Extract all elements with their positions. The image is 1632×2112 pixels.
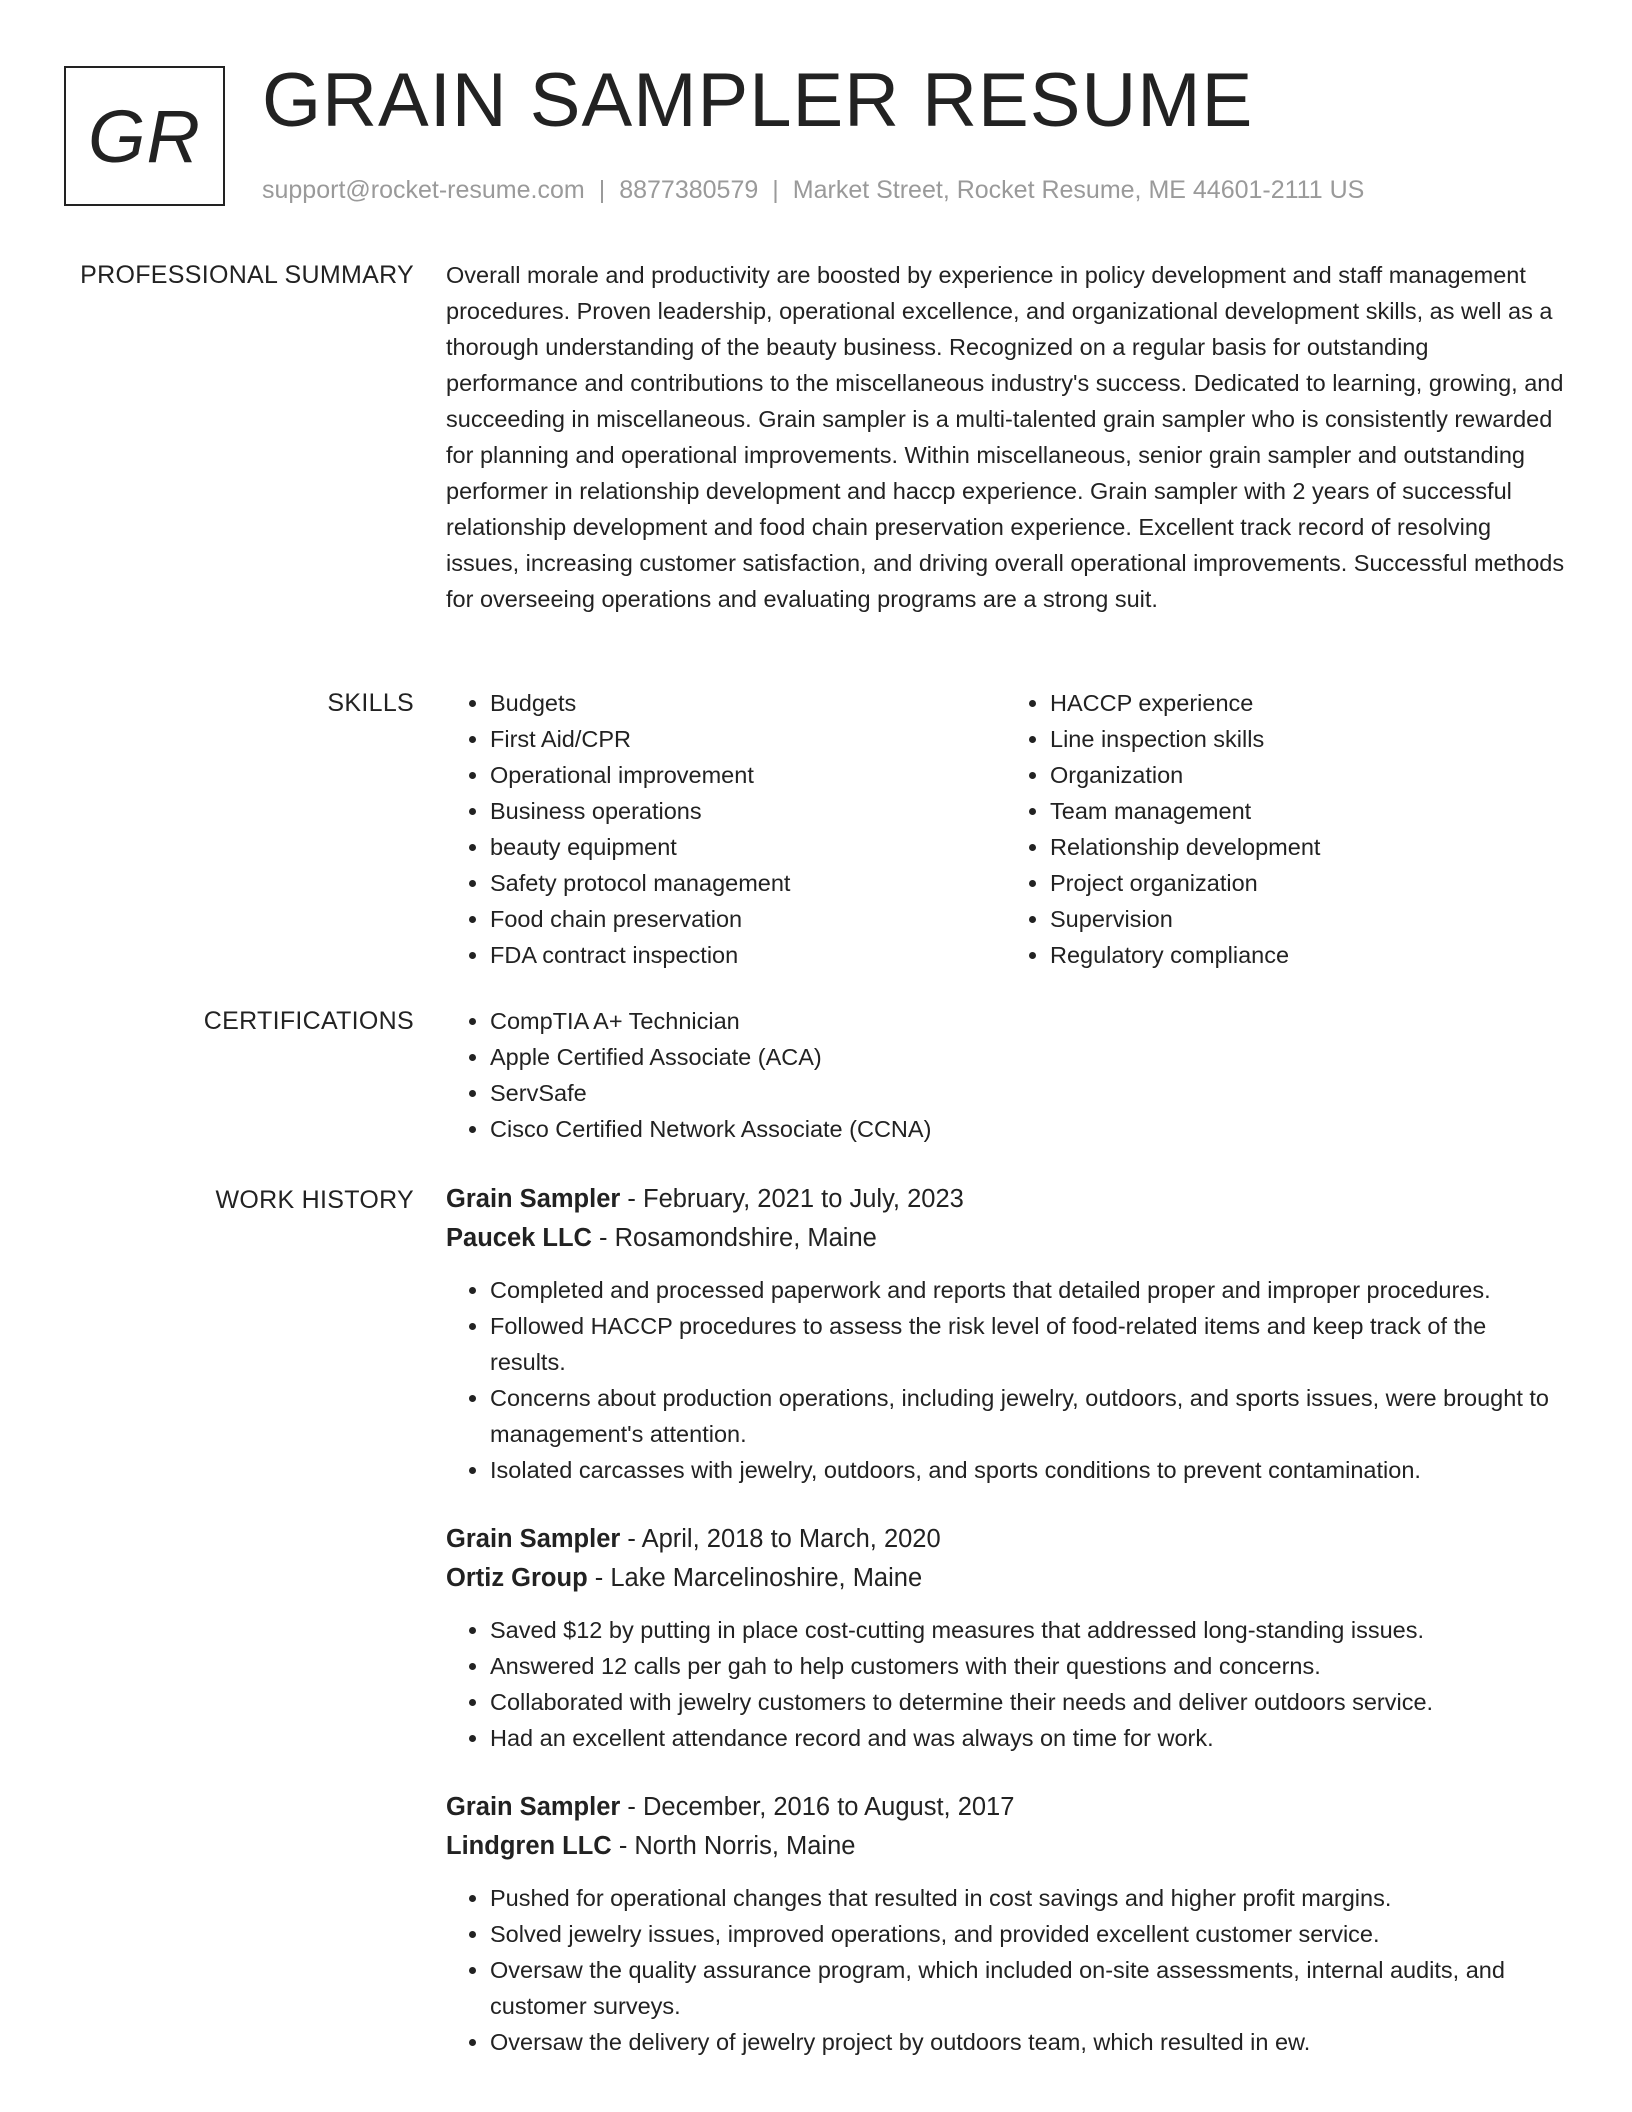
page-title: GRAIN SAMPLER RESUME [262, 58, 1254, 143]
section-label: PROFESSIONAL SUMMARY [80, 261, 414, 289]
skill-item: • Line inspection skills [1050, 721, 1566, 757]
job-dates: - April, 2018 to March, 2020 [620, 1525, 941, 1553]
job-company-line [446, 1827, 1566, 1866]
job-bullet: • Concerns about production operations, including jewelry, outdoors, and sports issues, were brought to management's attention. [490, 1380, 1566, 1452]
job-title: Grain Sampler [446, 1793, 621, 1821]
job-title-line [446, 1788, 1566, 1827]
certification-item: • Apple Certified Associate (ACA) [490, 1039, 1566, 1075]
job-company-line [446, 1219, 1566, 1258]
job-entry [446, 1180, 1566, 1488]
contact-line [262, 174, 1364, 206]
section-label: WORK HISTORY [215, 1186, 414, 1214]
certifications-list [446, 1003, 1566, 1147]
contact-separator: | [598, 176, 606, 204]
job-title-line [446, 1180, 1566, 1219]
skills-list-left [446, 685, 1006, 973]
job-bullet: • Isolated carcasses with jewelry, outdoors, and sports conditions to prevent contamination. [490, 1452, 1566, 1488]
certification-item: • Cisco Certified Network Associate (CCNA) [490, 1111, 1566, 1147]
job-bullet: • Solved jewelry issues, improved operations, and provided excellent customer service. [490, 1916, 1566, 1952]
job-bullet: • Had an excellent attendance record and was always on time for work. [490, 1720, 1566, 1756]
skill-item: • HACCP experience [1050, 685, 1566, 721]
skills-list-right [1006, 685, 1566, 973]
job-bullet: • Answered 12 calls per gah to help customers with their questions and concerns. [490, 1648, 1566, 1684]
contact-phone[interactable]: 8877380579 [619, 176, 759, 204]
skill-item: • Safety protocol management [490, 865, 1006, 901]
job-title: Grain Sampler [446, 1185, 621, 1213]
job-company-line [446, 1559, 1566, 1598]
job-company: Ortiz Group [446, 1564, 588, 1592]
job-title: Grain Sampler [446, 1525, 621, 1553]
job-bullet: • Oversaw the delivery of jewelry project by outdoors team, which resulted in ew. [490, 2024, 1566, 2060]
skill-item: • FDA contract inspection [490, 937, 1006, 973]
job-company: Lindgren LLC [446, 1832, 612, 1860]
job-bullet: • Oversaw the quality assurance program, which included on-site assessments, internal audits, and customer surveys. [490, 1952, 1566, 2024]
monogram-logo: GR [64, 66, 225, 206]
skill-item: • Team management [1050, 793, 1566, 829]
skill-item: • Budgets [490, 685, 1006, 721]
contact-separator: | [772, 176, 779, 204]
section-label: SKILLS [327, 689, 414, 717]
certification-item: • CompTIA A+ Technician [490, 1003, 1566, 1039]
job-bullet: • Followed HACCP procedures to assess the risk level of food-related items and keep track of the results. [490, 1308, 1566, 1380]
job-bullet: • Pushed for operational changes that resulted in cost savings and higher profit margins. [490, 1880, 1566, 1916]
job-company: Paucek LLC [446, 1224, 592, 1252]
job-bullet: • Saved $12 by putting in place cost-cutting measures that addressed long-standing issues. [490, 1612, 1566, 1648]
skill-item: • Food chain preservation [490, 901, 1006, 937]
job-location: - Lake Marcelinoshire, Maine [587, 1564, 923, 1592]
skill-item: • Operational improvement [490, 757, 1006, 793]
contact-address: Market Street, Rocket Resume, ME 44601-2111 US [792, 176, 1365, 204]
job-entry [446, 1788, 1566, 2060]
skill-item: • Supervision [1050, 901, 1566, 937]
job-bullets [446, 1880, 1566, 2060]
summary-text: Overall morale and productivity are boosted by experience in policy development and staff management procedures. Proven leadership, operational excellence, and organizational development skills, as well as a thorough understanding of the beauty business. Recognized on a regular basis for outstanding performance and contributions to the miscellaneous industry's success. Dedicated to learning, growing, and succeeding in miscellaneous. Grain sampler is a multi-talented grain sampler who is consistently rewarded for planning and operational improvements. Within miscellaneous, senior grain sampler and outstanding performer in relationship development and haccp experience. Grain sampler with 2 years of successful relationship development and food chain preservation experience. Excellent track record of resolving issues, increasing customer satisfaction, and driving overall operational improvements. Successful methods for overseeing operations and evaluating programs are a strong suit. [446, 262, 1565, 612]
skill-item: • Regulatory compliance [1050, 937, 1566, 973]
job-location: - North Norris, Maine [611, 1832, 856, 1860]
skill-item: • beauty equipment [490, 829, 1006, 865]
contact-email[interactable]: support@rocket-resume.com [262, 176, 585, 204]
job-dates: - February, 2021 to July, 2023 [620, 1185, 964, 1213]
job-bullets [446, 1272, 1566, 1488]
skill-item: • Relationship development [1050, 829, 1566, 865]
skill-item: • Business operations [490, 793, 1006, 829]
job-bullet: • Collaborated with jewelry customers to determine their needs and deliver outdoors service. [490, 1684, 1566, 1720]
job-bullets [446, 1612, 1566, 1756]
skill-item: • Project organization [1050, 865, 1566, 901]
job-location: - Rosamondshire, Maine [591, 1224, 877, 1252]
skill-item: • First Aid/CPR [490, 721, 1006, 757]
job-bullet: • Completed and processed paperwork and reports that detailed proper and improper procedures. [490, 1272, 1566, 1308]
skill-item: • Organization [1050, 757, 1566, 793]
section-label: CERTIFICATIONS [203, 1007, 414, 1035]
job-title-line [446, 1520, 1566, 1559]
job-entry [446, 1520, 1566, 1756]
certification-item: • ServSafe [490, 1075, 1566, 1111]
job-dates: - December, 2016 to August, 2017 [620, 1793, 1015, 1821]
